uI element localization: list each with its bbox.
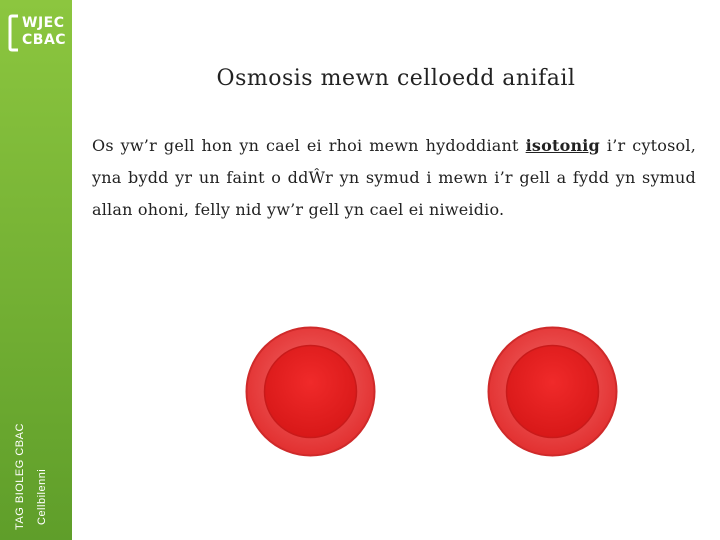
body-text-start: Os yw’r gell hon yn cael ei rhoi mewn hydoddiant	[92, 136, 526, 155]
wjec-cbac-logo	[8, 14, 67, 52]
topic-label: Cellbilenni	[36, 468, 48, 525]
red-blood-cell-left	[244, 325, 377, 458]
isotonic-keyword: isotonig	[525, 136, 600, 155]
course-label: TAG BIOLEG CBAC	[14, 423, 26, 530]
sidebar	[0, 0, 72, 540]
body-text-end: i’r cytosol, yna bydd yr un faint o ddŴr yn symud i mewn i’r gell a fydd yn symud allan ohoni, felly nid yw’r gell yn cael ei niweidio.	[92, 136, 696, 219]
logo-wjec-text: WJEC	[22, 15, 65, 31]
logo-cbac-text: CBAC	[22, 32, 67, 48]
red-blood-cell-right	[486, 325, 619, 458]
slide-title: Osmosis mewn celloedd anifail	[216, 66, 576, 91]
slide-body-text	[92, 130, 696, 226]
